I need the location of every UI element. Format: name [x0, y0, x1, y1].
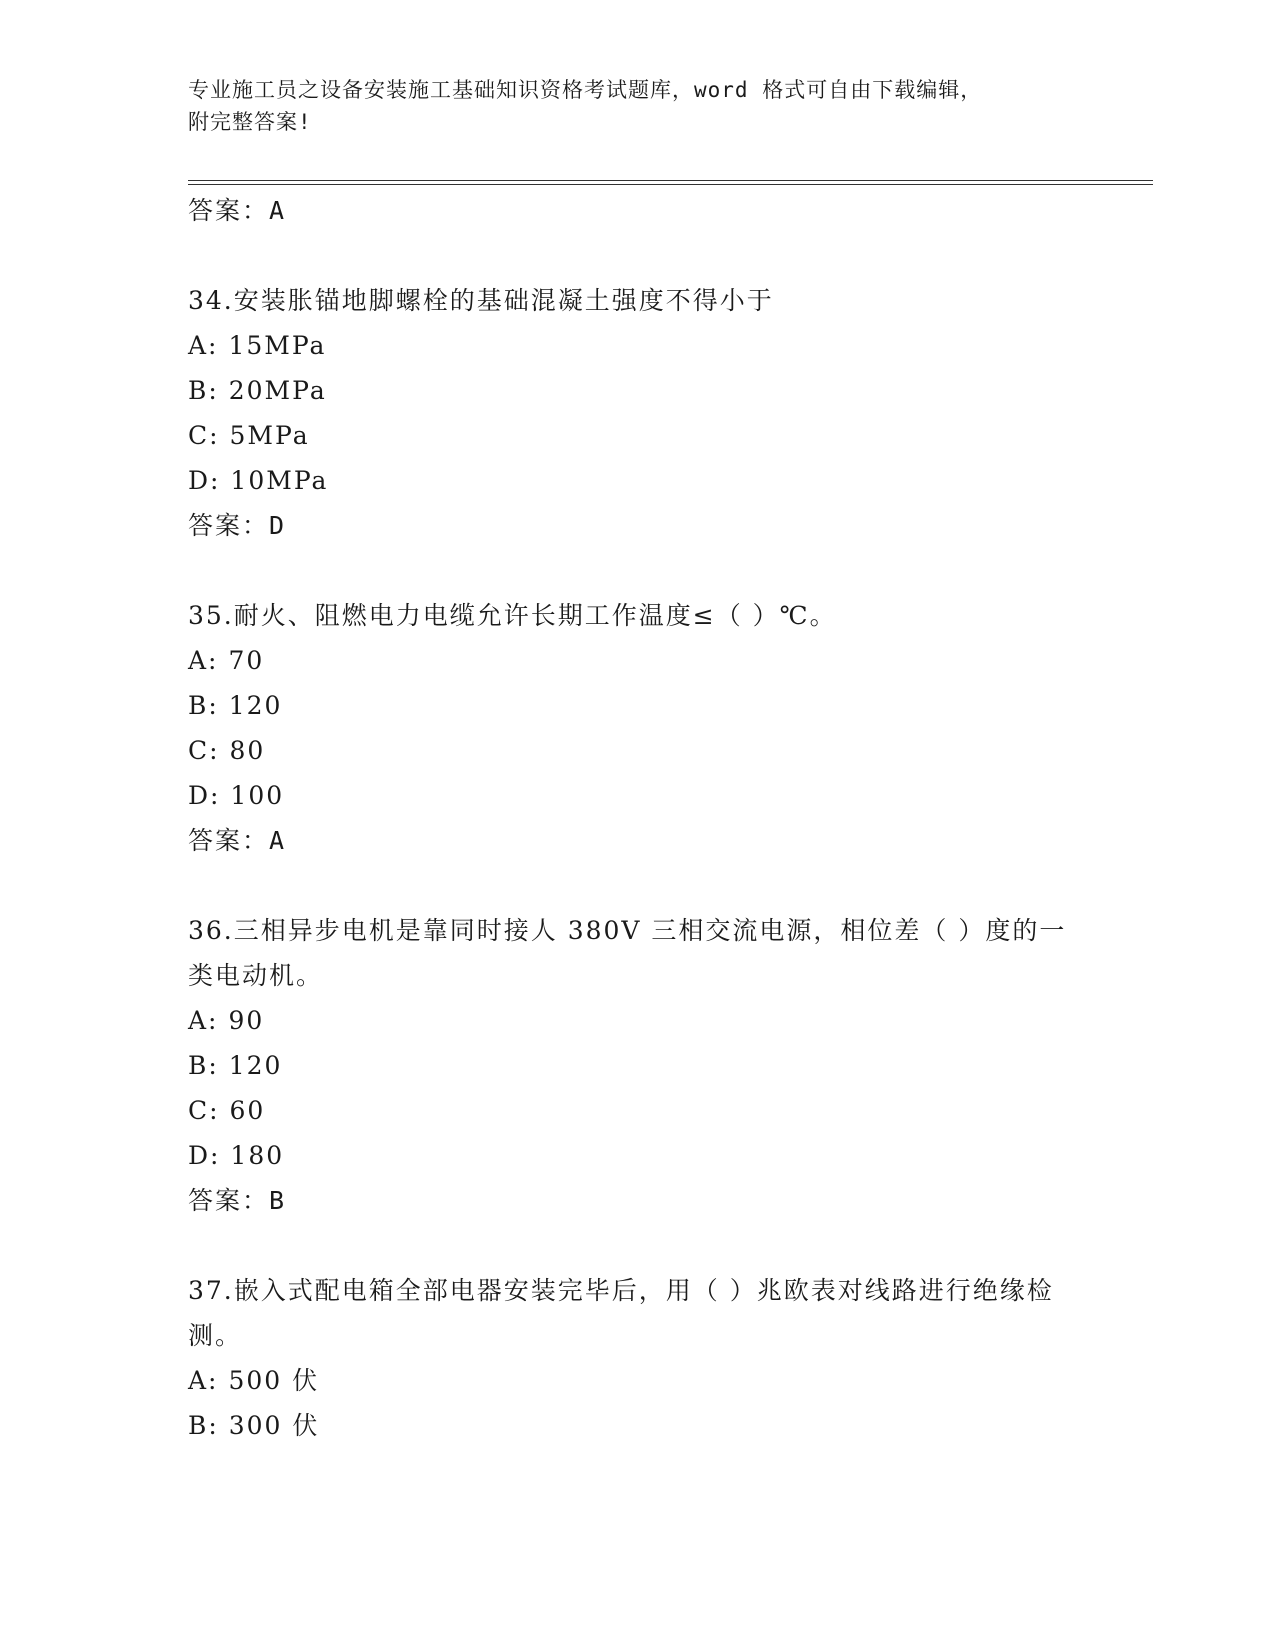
option-text: 120 [228, 691, 283, 720]
option-label: A: [188, 646, 219, 675]
option-d [188, 773, 1088, 818]
header-divider-bottom [188, 184, 1153, 185]
answer-value: A [269, 196, 287, 225]
option-label: C: [188, 1096, 220, 1125]
question-35 [188, 593, 1088, 863]
header-line-2: 附完整答案! [188, 110, 312, 134]
answer-value: A [269, 826, 287, 855]
option-c [188, 728, 1088, 773]
option-text: 70 [228, 646, 265, 675]
option-text: 10MPa [230, 466, 329, 495]
option-label: B: [188, 1051, 219, 1080]
option-a [188, 1358, 1088, 1403]
option-b [188, 368, 1088, 413]
option-label: A: [188, 1366, 219, 1395]
option-text: 500 伏 [228, 1366, 320, 1395]
answer-prefix: 答案： [188, 1186, 270, 1215]
option-b [188, 1403, 1088, 1448]
option-b [188, 683, 1088, 728]
document-header [188, 74, 1068, 138]
option-label: B: [188, 376, 219, 405]
carry-over-answer [188, 188, 1088, 233]
question-36 [188, 908, 1088, 1223]
option-label: B: [188, 1411, 219, 1440]
option-label: D: [188, 1141, 221, 1170]
option-label: D: [188, 466, 221, 495]
option-c [188, 1088, 1088, 1133]
option-c [188, 413, 1088, 458]
option-text: 90 [228, 1006, 265, 1035]
option-label: A: [188, 331, 219, 360]
question-37 [188, 1268, 1088, 1448]
answer-value: D [269, 511, 287, 540]
question-stem: 34.安装胀锚地脚螺栓的基础混凝土强度不得小于 [188, 286, 774, 315]
option-d [188, 458, 1088, 503]
question-stem: 36.三相异步电机是靠同时接人 380V 三相交流电源，相位差（ ）度的一类电动机。 [188, 916, 1067, 990]
question-answer [188, 1178, 1088, 1223]
option-a [188, 638, 1088, 683]
answer-value: B [269, 1186, 287, 1215]
option-text: 20MPa [228, 376, 327, 405]
option-text: 300 伏 [228, 1411, 320, 1440]
option-text: 120 [228, 1051, 283, 1080]
option-label: C: [188, 736, 220, 765]
answer-prefix: 答案： [188, 826, 270, 855]
option-text: 180 [230, 1141, 285, 1170]
header-line-1: 专业施工员之设备安装施工基础知识资格考试题库，word 格式可自由下载编辑， [188, 78, 983, 102]
option-label: C: [188, 421, 220, 450]
option-text: 60 [229, 1096, 266, 1125]
option-text: 80 [229, 736, 266, 765]
option-b [188, 1043, 1088, 1088]
option-a [188, 998, 1088, 1043]
option-text: 15MPa [228, 331, 327, 360]
question-34 [188, 278, 1088, 548]
question-answer [188, 818, 1088, 863]
question-list [188, 188, 1088, 1448]
header-divider-top [188, 180, 1153, 181]
option-text: 100 [230, 781, 285, 810]
option-label: B: [188, 691, 219, 720]
option-text: 5MPa [229, 421, 310, 450]
question-answer [188, 503, 1088, 548]
option-label: A: [188, 1006, 219, 1035]
option-a [188, 323, 1088, 368]
question-stem: 37.嵌入式配电箱全部电器安装完毕后，用（ ）兆欧表对线路进行绝缘检测。 [188, 1276, 1054, 1350]
option-label: D: [188, 781, 221, 810]
question-stem: 35.耐火、阻燃电力电缆允许长期工作温度≤（ ）℃。 [188, 601, 837, 630]
answer-prefix: 答案： [188, 511, 270, 540]
option-d [188, 1133, 1088, 1178]
answer-prefix: 答案： [188, 196, 270, 225]
